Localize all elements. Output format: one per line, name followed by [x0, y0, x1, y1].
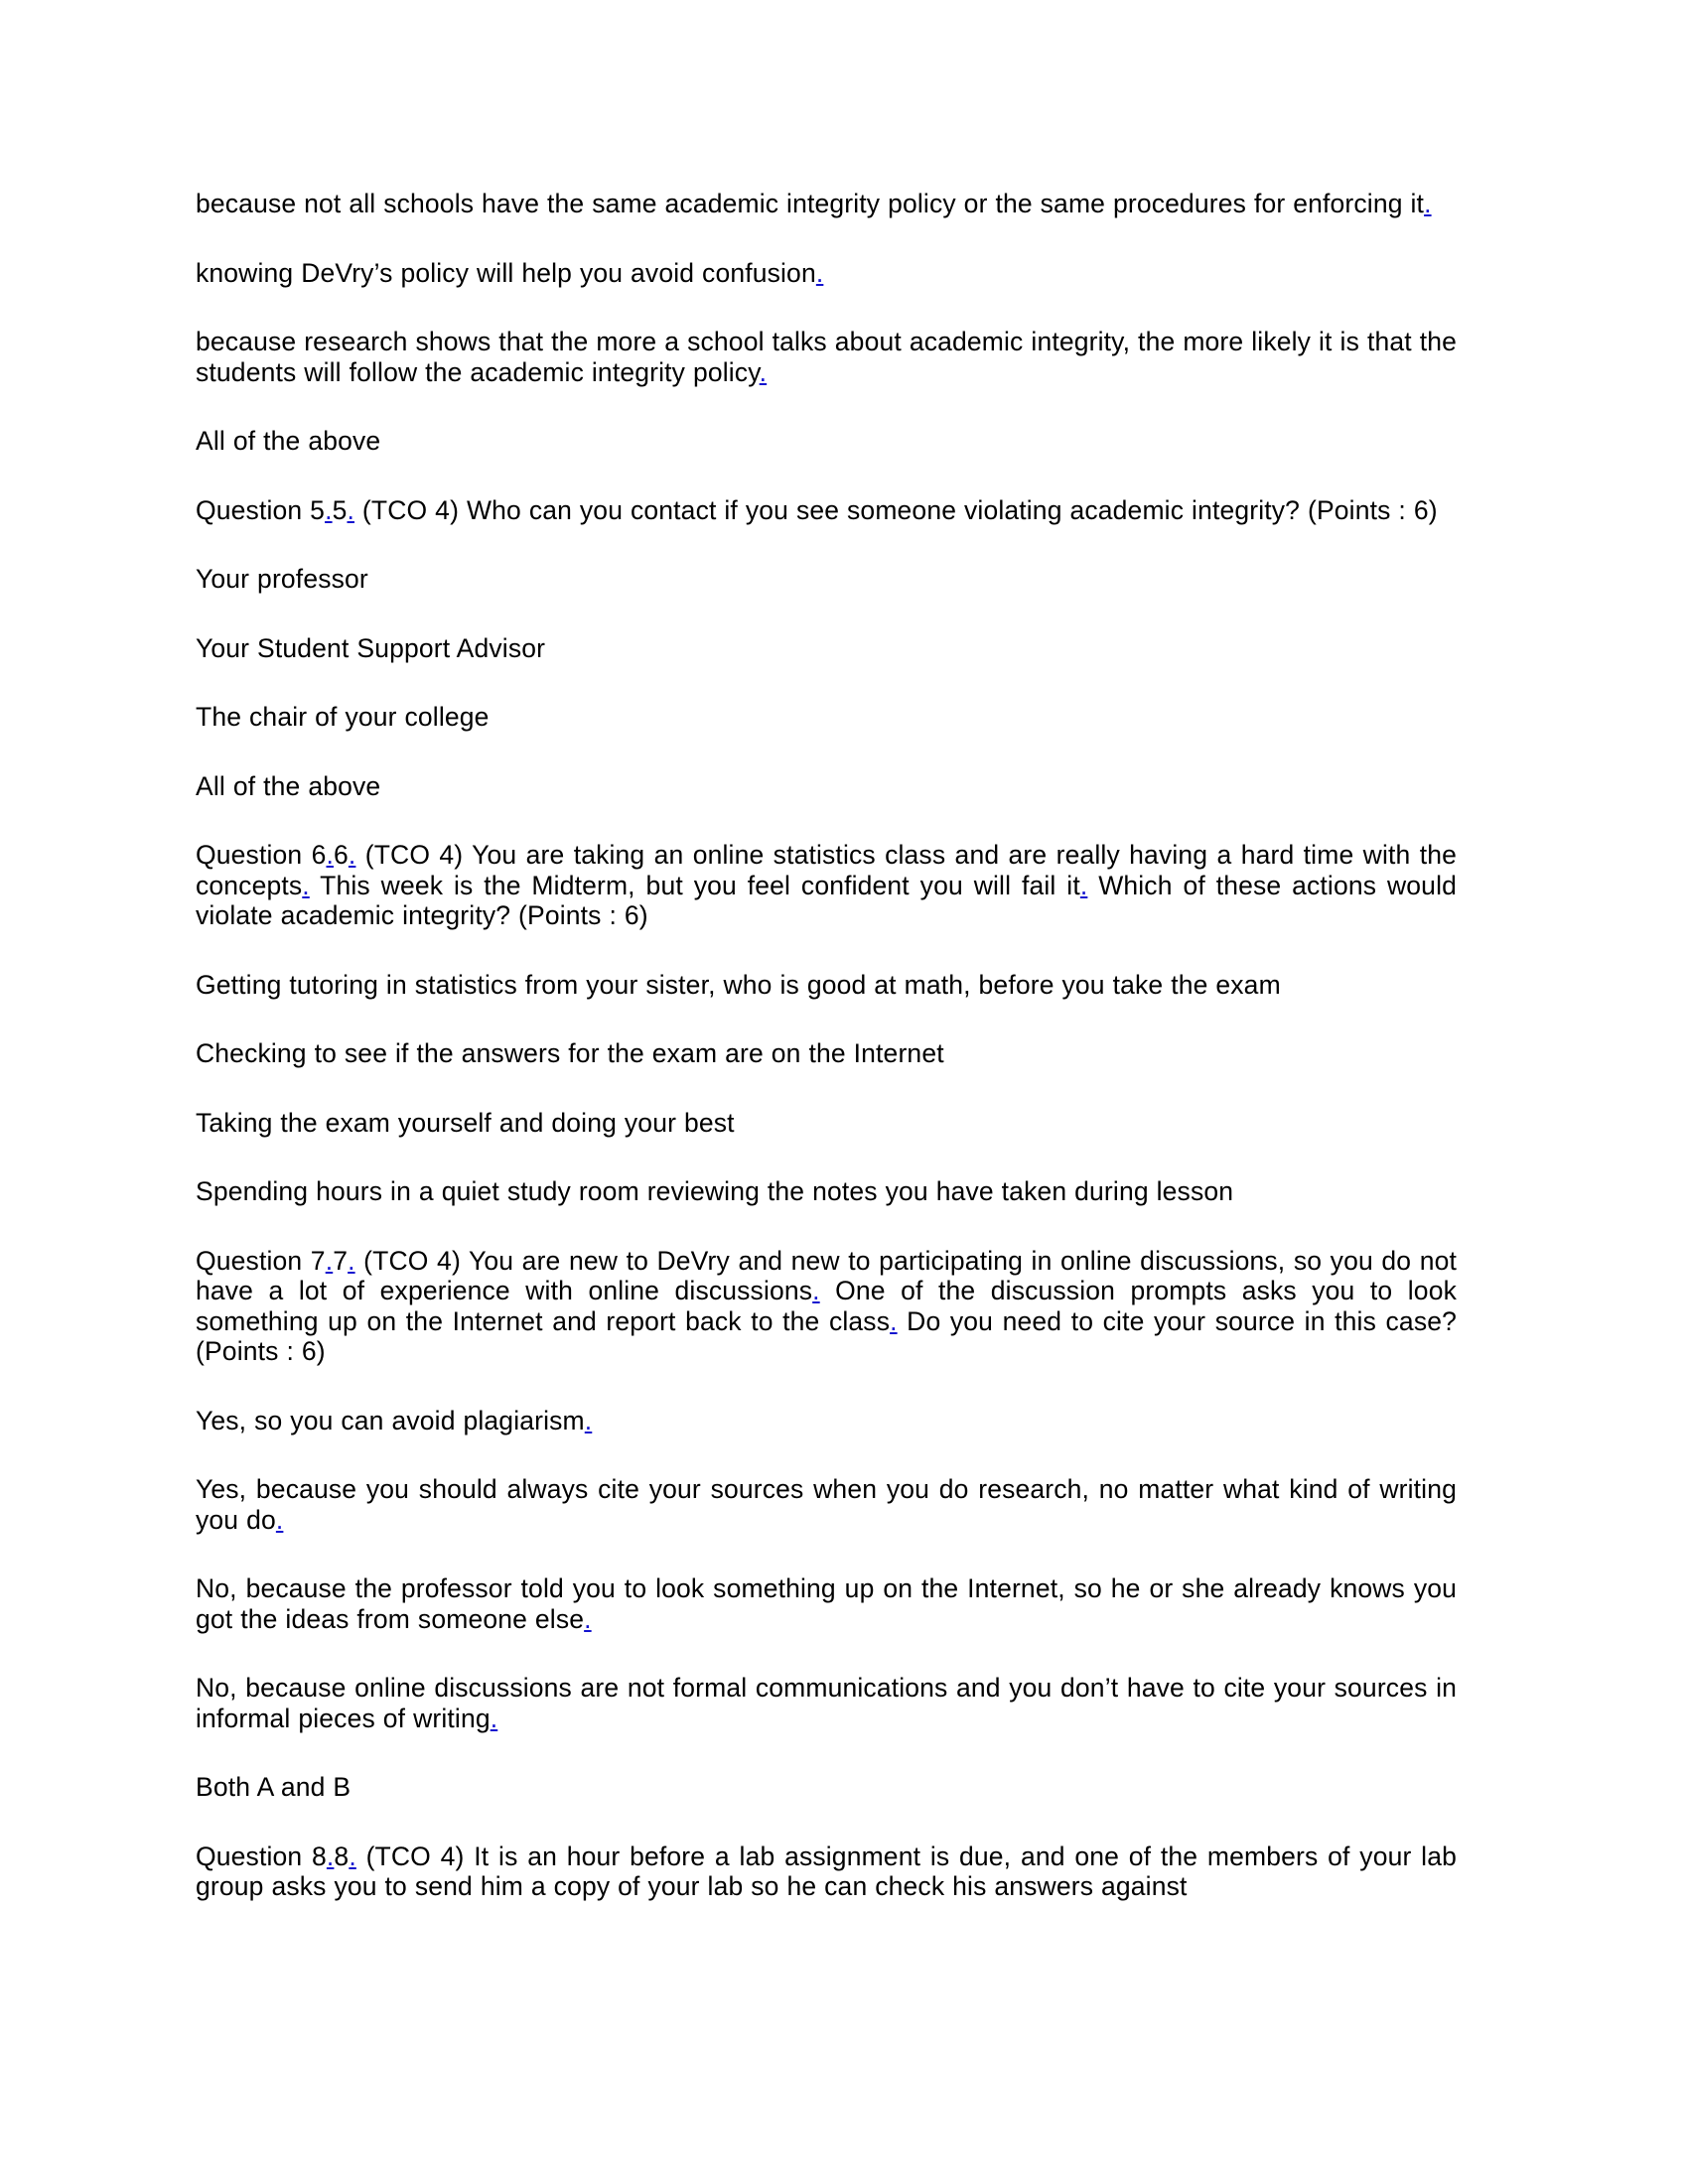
- text-run: Getting tutoring in statistics from your sister, who is good at math, before you take the exam: [196, 969, 1281, 1000]
- text-run: This week is the Midterm, but you feel confident you will fail it: [309, 870, 1080, 900]
- text-run: All of the above: [196, 770, 381, 801]
- text-run: 6: [334, 840, 349, 870]
- text-run: No, because online discussions are not formal communications and you don’t have to cite your sources in informal pieces of writing: [196, 1673, 1457, 1733]
- answer-option-all-of-the-above-q5: [196, 771, 1457, 802]
- tracked-insertion-mark: .: [584, 1405, 593, 1435]
- text-run: (TCO 4) It is an hour before a lab assignment is due, and one of the members of your lab group asks you to send him a copy of your lab so he can check his answers against: [196, 1841, 1457, 1901]
- answer-option-all-of-the-above-q4: [196, 426, 1457, 457]
- text-run: Yes, so you can avoid plagiarism: [196, 1405, 585, 1435]
- question-5-prompt: [196, 495, 1457, 526]
- question-7-prompt: [196, 1246, 1457, 1367]
- tracked-insertion-mark: .: [325, 494, 333, 525]
- text-run: 5: [332, 494, 348, 525]
- answer-option-no-informal-writing: [196, 1673, 1457, 1733]
- tracked-insertion-mark: .: [584, 1603, 592, 1634]
- tracked-insertion-mark: .: [890, 1305, 898, 1336]
- text-run: 8: [334, 1841, 350, 1871]
- tracked-insertion-mark: .: [759, 356, 768, 387]
- text-run: Question 6: [196, 840, 327, 870]
- text-run: because research shows that the more a school talks about academic integrity, the more likely it is that the students will follow the academic integrity policy: [196, 327, 1457, 387]
- text-run: (TCO 4) You are taking an online statistics class and are really having a hard time with the concepts: [196, 840, 1457, 900]
- tracked-insertion-mark: .: [815, 257, 824, 288]
- answer-option-no-professor-told-you: [196, 1573, 1457, 1634]
- tracked-insertion-mark: .: [812, 1276, 820, 1305]
- text-run: Taking the exam yourself and doing your best: [196, 1107, 735, 1138]
- text-run: Checking to see if the answers for the exam are on the Internet: [196, 1038, 944, 1068]
- tracked-insertion-mark: .: [348, 840, 356, 870]
- tracked-insertion-mark: .: [326, 1841, 335, 1871]
- text-run: Which of these actions would violate academic integrity? (Points : 6): [196, 870, 1457, 930]
- text-run: Your professor: [196, 564, 368, 594]
- text-run: Your Student Support Advisor: [196, 632, 546, 663]
- answer-option-checking-answers-internet: [196, 1038, 1457, 1069]
- text-run: Question 8: [196, 1841, 327, 1871]
- tracked-insertion-mark: .: [1079, 870, 1088, 900]
- question-6-prompt: [196, 840, 1457, 931]
- tracked-insertion-mark: .: [302, 870, 310, 900]
- answer-option-yes-avoid-plagiarism: [196, 1406, 1457, 1436]
- text-run: Question 7: [196, 1245, 326, 1276]
- answer-option-taking-exam-yourself: [196, 1108, 1457, 1139]
- tracked-insertion-mark: .: [349, 1841, 356, 1871]
- tracked-insertion-mark: .: [326, 840, 334, 870]
- text-run: (TCO 4) Who can you contact if you see someone violating academic integrity? (Points : 6): [354, 494, 1438, 525]
- text-run: Spending hours in a quiet study room reviewing the notes you have taken during lesson: [196, 1176, 1234, 1206]
- text-run: All of the above: [196, 426, 381, 456]
- text-run: Yes, because you should always cite your sources when you do research, no matter what kind of writing you do: [196, 1474, 1457, 1535]
- answer-option-because-not-all-schools: [196, 189, 1457, 219]
- answer-option-your-professor: [196, 564, 1457, 595]
- text-run: (TCO 4) You are new to DeVry and new to participating in online discussions, so you do not have a lot of experience with online discussions: [196, 1245, 1457, 1305]
- text-run: No, because the professor told you to look something up on the Internet, so he or she already knows you got the ideas from someone else: [196, 1573, 1457, 1634]
- tracked-insertion-mark: .: [490, 1703, 498, 1733]
- answer-option-getting-tutoring: [196, 970, 1457, 1001]
- answer-option-yes-always-cite: [196, 1474, 1457, 1535]
- answer-option-the-chair-of-your-college: [196, 702, 1457, 733]
- answer-option-because-research-shows: [196, 327, 1457, 387]
- tracked-insertion-mark: .: [1424, 189, 1432, 218]
- answer-option-spending-hours-study-room: [196, 1176, 1457, 1207]
- tracked-insertion-mark: .: [347, 494, 354, 525]
- tracked-insertion-mark: .: [325, 1245, 334, 1276]
- answer-option-knowing-devry-policy: [196, 258, 1457, 289]
- answer-option-your-student-support-advisor: [196, 633, 1457, 664]
- text-run: Do you need to cite your source in this case? (Points : 6): [196, 1305, 1457, 1366]
- question-8-prompt: [196, 1842, 1457, 1902]
- text-run: One of the discussion prompts asks you to look something up on the Internet and report back to the class: [196, 1276, 1457, 1336]
- text-run: knowing DeVry’s policy will help you avoid confusion: [196, 257, 816, 288]
- tracked-insertion-mark: .: [275, 1504, 284, 1535]
- text-run: The chair of your college: [196, 702, 490, 732]
- answer-option-both-a-and-b: [196, 1772, 1457, 1803]
- text-run: Both A and B: [196, 1772, 352, 1802]
- text-run: 7: [333, 1245, 349, 1276]
- text-run: Question 5: [196, 494, 326, 525]
- document-body: [196, 189, 1457, 1941]
- tracked-insertion-mark: .: [348, 1245, 355, 1276]
- text-run: because not all schools have the same academic integrity policy or the same procedures for enforcing it: [196, 189, 1425, 218]
